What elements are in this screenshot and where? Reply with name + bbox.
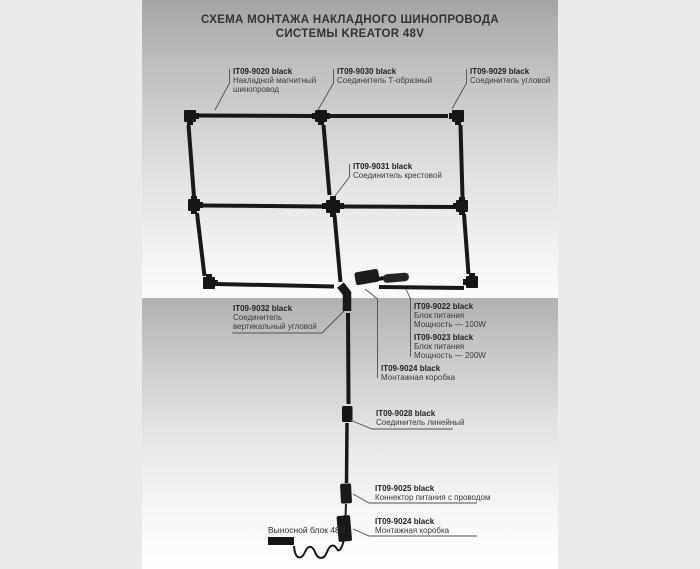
track-vertical-drop <box>348 313 349 404</box>
callout-linear-connector-line: Соединитель линейный <box>376 418 465 427</box>
callout-psu100-line: Мощность — 100W <box>414 320 486 329</box>
leader-corner-connector <box>452 69 467 109</box>
callout-track-line: Накладной магнитный <box>233 76 317 85</box>
track-mid-left <box>203 206 322 207</box>
track-col-left-upper <box>189 125 195 197</box>
callout-t-connector-code: IT09-9030 black <box>337 67 397 76</box>
callout-power-connector-code: IT09-9025 black <box>375 484 435 493</box>
callout-psu200-line: Блок питания <box>414 342 465 351</box>
callout-cross-connector <box>353 162 442 180</box>
callout-mounting-box-bottom <box>375 517 449 535</box>
leader-t-connector <box>318 69 334 110</box>
callout-mounting-box-bottom-line: Монтажная коробка <box>375 526 450 535</box>
callout-track <box>233 67 316 94</box>
linear-connector <box>342 406 353 422</box>
callout-power-connector <box>375 484 490 502</box>
callout-cross-connector-code: IT09-9031 black <box>353 162 413 171</box>
track-vertical-drop2 <box>347 423 348 483</box>
t-connector-right <box>453 197 468 215</box>
corner-connector-bottom-right <box>463 273 478 288</box>
callout-linear-connector-code: IT09-9028 black <box>376 409 436 418</box>
callout-power-supply-200w <box>414 333 486 360</box>
leader-track <box>215 69 230 110</box>
callout-power-connector-line: Коннектор питания с проводом <box>375 493 491 502</box>
callout-remote-block-line: Выносной блок 48V <box>268 525 346 535</box>
callout-corner-connector-code: IT09-9029 black <box>470 67 530 76</box>
callout-vertical-corner-code: IT09-9032 black <box>233 304 293 313</box>
callout-mounting-box-mid <box>381 364 455 382</box>
remote-block-wire <box>294 541 344 558</box>
callout-mounting-box-mid-code: IT09-9024 black <box>381 364 441 373</box>
callout-corner-connector <box>470 67 550 85</box>
callout-vertical-corner-line: Соединитель <box>233 313 283 322</box>
track-col-mid-upper <box>324 125 330 195</box>
track-col-right-lower <box>464 214 469 274</box>
callout-vertical-corner-line: вертикальный угловой <box>233 322 317 331</box>
callout-cross-connector-line: Соединитель крестовой <box>353 171 442 180</box>
callout-linear-connector <box>376 409 464 427</box>
corner-connector-bottom-left <box>203 274 218 289</box>
corner-connector-top-left <box>184 110 199 125</box>
track-col-left-lower <box>197 213 205 276</box>
track-col-mid-lower <box>335 215 341 282</box>
leader-mounting-box-mid <box>365 289 378 378</box>
corner-connector-top-right <box>449 110 464 125</box>
callout-t-connector-line: Соединитель Т-образный <box>337 76 433 85</box>
track-top-left <box>199 116 313 117</box>
callout-track-code: IT09-9020 black <box>233 67 293 76</box>
track-bottom-right <box>379 287 464 288</box>
callout-t-connector <box>337 67 432 85</box>
track-mid-right <box>343 207 454 208</box>
t-connector-top <box>312 110 330 125</box>
vertical-corner-connector <box>341 285 348 311</box>
track-col-right-upper <box>461 125 463 197</box>
callout-psu200-code: IT09-9023 black <box>414 333 474 342</box>
callout-psu100-code: IT09-9022 black <box>414 302 474 311</box>
callout-psu200-line: Мощность — 200W <box>414 351 486 360</box>
callout-mounting-box-mid-line: Монтажная коробка <box>381 373 456 382</box>
track-bottom-left <box>216 284 334 287</box>
power-supply-unit <box>383 272 410 283</box>
callout-remote-block <box>268 526 345 535</box>
remote-power-block <box>268 537 294 545</box>
callout-mounting-box-bottom-code: IT09-9024 black <box>375 517 435 526</box>
leader-cross-connector <box>335 164 350 196</box>
callout-psu100-line: Блок питания <box>414 311 465 320</box>
mounting-box-mid <box>354 269 380 286</box>
t-connector-left <box>188 196 203 214</box>
cross-connector <box>322 196 344 217</box>
callout-corner-connector-line: Соединитель угловой <box>470 76 551 85</box>
callout-track-line: шинопровод <box>233 85 280 94</box>
page-title-line1: СХЕМА МОНТАЖА НАКЛАДНОГО ШИНОПРОВОДА <box>201 14 499 26</box>
leader-power-supply <box>406 289 411 357</box>
callout-power-supply-100w <box>414 302 486 329</box>
callout-vertical-corner-connector <box>233 304 317 331</box>
page-title-line2: СИСТЕМЫ KREATOR 48V <box>275 28 425 40</box>
feed-wire-short <box>346 504 347 517</box>
power-connector <box>340 483 352 504</box>
